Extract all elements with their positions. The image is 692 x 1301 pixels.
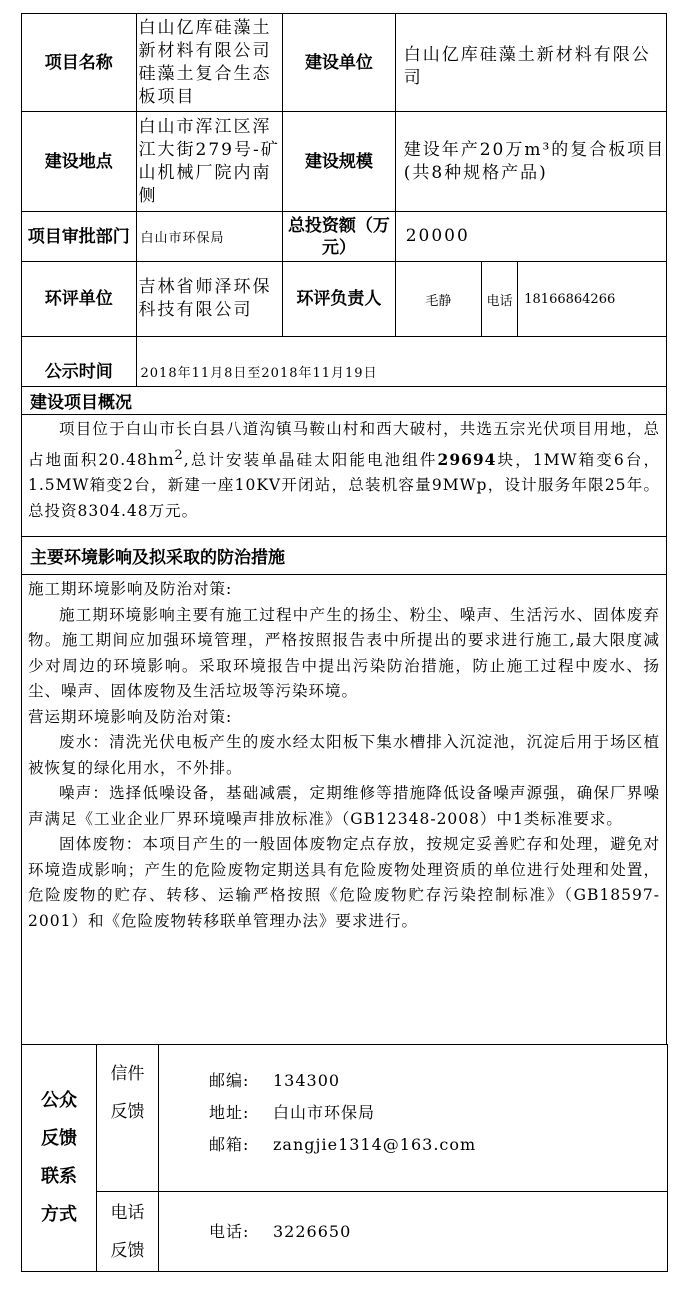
phone-label: 电话: [482, 262, 518, 337]
project-name-value: 白山亿库硅藻土新材料有限公司硅藻土复合生态板项目: [136, 14, 283, 112]
project-name-label: 项目名称: [22, 14, 137, 112]
overview-bold-num: 29694: [437, 449, 497, 469]
address-line: [159, 1097, 667, 1129]
phone-feedback-label: [97, 1192, 159, 1272]
contact-label-line-4: 方式: [41, 1204, 77, 1225]
address-key: 地址:: [209, 1103, 250, 1122]
measures-title: 主要环境影响及拟采取的防治措施: [22, 537, 667, 575]
approval-dept-label: 项目审批部门: [22, 212, 137, 262]
row-publicity: [22, 337, 667, 387]
solid-waste-text: 固体废物：本项目产生的一般固体废物定点存放，按规定妥善贮存和处理，避免对环境造成影响；产生的危险废物定期送具有危险废物处理资质的单位进行处理和处置，危险废物的贮存、转移、运输严格按照《危险废物贮存污染控制标准》（GB18597-2001）和《危险废物转移联单管理办法》要求进行。: [28, 835, 660, 930]
wastewater-text: 废水：清洗光伏电板产生的废水经太阳板下集水槽排入沉淀池，沉淀后用于场区植被恢复的绿化用水，不外排。: [28, 733, 660, 777]
letter-feedback-details: [159, 1045, 668, 1192]
overview-title: 建设项目概况: [22, 387, 667, 415]
eia-unit-value: 吉林省师泽环保科技有限公司: [136, 262, 283, 337]
contact-label: [22, 1045, 97, 1272]
overview-text-3: 块，1MW箱变6台，1.5MW箱变2台，新建一座10KV开闭站，总装机容量9MWp，设计服务年限25年。总投资8304.48万元。: [28, 450, 660, 520]
row-eia: [22, 262, 667, 337]
letter-feedback-label: [97, 1045, 159, 1192]
overview-text-2: ,总计安装单晶硅太阳能电池组件: [183, 450, 438, 469]
eia-person-label: 环评负责人: [283, 262, 396, 337]
publicity-time-value: 2018年11月8日至2018年11月19日: [136, 337, 666, 387]
noise-text: 噪声：选择低噪设备，基础减震，定期维修等措施降低设备噪声源强，确保厂界噪声满足《工业企业厂界环境噪声排放标准》（GB12348-2008）中1类标准要求。: [28, 784, 660, 828]
email-line: [159, 1129, 667, 1161]
overview-text: [22, 415, 667, 537]
row-measures-title: [22, 537, 667, 575]
operation-title: 营运期环境影响及防治对策:: [28, 707, 233, 726]
phone-feedback-details: [159, 1192, 668, 1272]
overview-sup: 2: [174, 447, 184, 463]
phone-key: 电话:: [209, 1221, 250, 1241]
location-value: 白山市浑江区浑江大街279号-矿山机械厂院内南侧: [136, 112, 283, 212]
row-overview-body: [22, 415, 667, 537]
overview-text-1: 项目位于白山市长白县八道沟镇马鞍山村和西大破村，共选五宗光伏项目用地，总占地面积20.48hm: [28, 420, 660, 469]
scale-value: 建设年产20万m³的复合板项目(共8种规格产品): [395, 112, 666, 212]
phone-label-line-1: 电话: [110, 1202, 145, 1223]
contact-label-line-2: 反馈: [41, 1128, 77, 1149]
address-value: 白山市环保局: [273, 1103, 376, 1122]
construction-text: 施工期环境影响主要有施工过程中产生的扬尘、粉尘、噪声、生活污水、固体废弃物。施工期间应加强环境管理，严格按照报告表中所提出的要求进行施工,最大限度减少对周边的环境影响。采取环境报告中提出污染防治措施，防止施工过程中废水、扬尘、噪声、固体废物及生活垃圾等污染环境。: [28, 605, 660, 700]
location-label: 建设地点: [22, 112, 137, 212]
row-overview-title: [22, 387, 667, 415]
builder-label: 建设单位: [283, 14, 396, 112]
row-project-name: [22, 14, 667, 112]
contact-table: [21, 1044, 668, 1272]
row-approval: [22, 212, 667, 262]
phone-line: [159, 1216, 667, 1248]
contact-label-line-1: 公众: [41, 1090, 77, 1111]
investment-label: 总投资额（万元）: [283, 212, 396, 262]
publicity-time-label: 公示时间: [22, 337, 137, 387]
letter-label-line-2: 反馈: [110, 1102, 145, 1122]
scale-label: 建设规模: [283, 112, 396, 212]
construction-title: 施工期环境影响及防治对策:: [28, 580, 233, 598]
contact-label-line-3: 联系: [41, 1166, 77, 1187]
info-table: [21, 13, 667, 1045]
phone-feedback-value: 3226650: [273, 1221, 352, 1241]
eia-person-value: 毛静: [395, 262, 481, 337]
eia-publicity-form: [21, 13, 667, 1295]
approval-dept-value: 白山市环保局: [136, 212, 283, 262]
investment-value: 20000: [395, 212, 666, 262]
postcode-key: 邮编:: [209, 1071, 250, 1090]
postcode-value: 134300: [273, 1071, 341, 1090]
email-value: zangjie1314@163.com: [273, 1135, 477, 1154]
row-measures-body: [22, 575, 667, 1045]
row-location: [22, 112, 667, 212]
letter-label-line-1: 信件: [110, 1064, 145, 1084]
eia-unit-label: 环评单位: [22, 262, 137, 337]
row-phone-feedback: [22, 1192, 668, 1272]
measures-text: [22, 575, 667, 1045]
row-letter-feedback: [22, 1045, 668, 1192]
builder-value: 白山亿库硅藻土新材料有限公司: [395, 14, 666, 112]
phone-label-line-2: 反馈: [110, 1240, 145, 1261]
email-key: 邮箱:: [209, 1135, 250, 1154]
phone-value: 18166864266: [518, 262, 667, 337]
postcode-line: [159, 1065, 667, 1097]
